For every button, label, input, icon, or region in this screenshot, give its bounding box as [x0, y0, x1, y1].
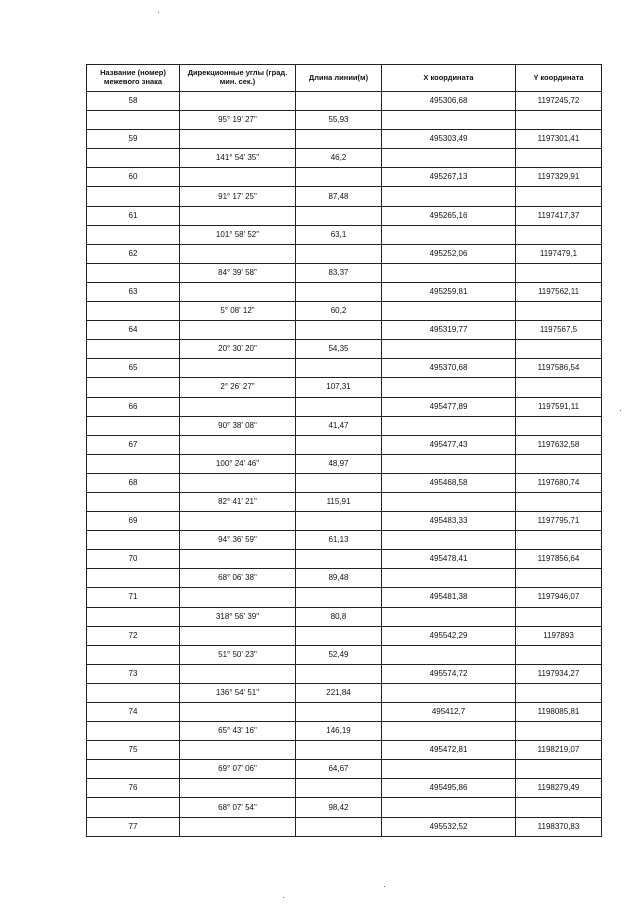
segment-length: 64,67	[296, 760, 382, 779]
empty-cell	[516, 569, 602, 588]
point-x: 495303,49	[382, 130, 516, 149]
empty-cell	[516, 187, 602, 206]
empty-cell	[382, 492, 516, 511]
point-row	[87, 397, 602, 416]
segment-length: 89,48	[296, 569, 382, 588]
point-x: 495477,89	[382, 397, 516, 416]
empty-cell	[382, 263, 516, 282]
empty-cell	[87, 760, 180, 779]
empty-cell	[296, 550, 382, 569]
empty-cell	[382, 531, 516, 550]
point-name: 76	[87, 779, 180, 798]
segment-row	[87, 607, 602, 626]
point-row	[87, 626, 602, 645]
empty-cell	[296, 282, 382, 301]
segment-row	[87, 492, 602, 511]
point-name: 62	[87, 244, 180, 263]
segment-length: 48,97	[296, 454, 382, 473]
point-row	[87, 244, 602, 263]
empty-cell	[382, 149, 516, 168]
empty-cell	[516, 722, 602, 741]
empty-cell	[180, 779, 296, 798]
point-row	[87, 206, 602, 225]
empty-cell	[180, 130, 296, 149]
empty-cell	[516, 149, 602, 168]
segment-length: 221,84	[296, 683, 382, 702]
point-y: 1198219,07	[516, 741, 602, 760]
point-y: 1197567,5	[516, 321, 602, 340]
point-y: 1197301,41	[516, 130, 602, 149]
segment-length: 60,2	[296, 302, 382, 321]
segment-angle: 69° 07' 06"	[180, 760, 296, 779]
point-row	[87, 435, 602, 454]
empty-cell	[180, 664, 296, 683]
segment-angle: 5° 08' 12"	[180, 302, 296, 321]
empty-cell	[180, 741, 296, 760]
point-row	[87, 168, 602, 187]
empty-cell	[382, 187, 516, 206]
segment-angle: 100° 24' 46"	[180, 454, 296, 473]
point-name: 75	[87, 741, 180, 760]
empty-cell	[382, 683, 516, 702]
segment-angle: 136° 54' 51"	[180, 683, 296, 702]
segment-row	[87, 111, 602, 130]
empty-cell	[516, 645, 602, 664]
segment-row	[87, 225, 602, 244]
point-x: 495265,16	[382, 206, 516, 225]
point-y: 1197591,11	[516, 397, 602, 416]
point-name: 77	[87, 817, 180, 836]
empty-cell	[382, 416, 516, 435]
empty-cell	[382, 340, 516, 359]
point-x: 495481,38	[382, 588, 516, 607]
point-name: 73	[87, 664, 180, 683]
empty-cell	[382, 760, 516, 779]
point-y: 1198279,49	[516, 779, 602, 798]
empty-cell	[87, 607, 180, 626]
point-name: 58	[87, 92, 180, 111]
empty-cell	[296, 741, 382, 760]
empty-cell	[180, 168, 296, 187]
segment-angle: 91° 17' 25"	[180, 187, 296, 206]
empty-cell	[516, 454, 602, 473]
segment-row	[87, 454, 602, 473]
point-name: 68	[87, 473, 180, 492]
segment-row	[87, 722, 602, 741]
point-name: 66	[87, 397, 180, 416]
point-row	[87, 779, 602, 798]
point-x: 495252,06	[382, 244, 516, 263]
empty-cell	[87, 302, 180, 321]
header-angle: Дирекционные углы (град. мин. сек.)	[180, 65, 296, 92]
point-row	[87, 550, 602, 569]
point-y: 1198370,83	[516, 817, 602, 836]
segment-row	[87, 569, 602, 588]
empty-cell	[382, 111, 516, 130]
empty-cell	[180, 244, 296, 263]
segment-angle: 101° 58' 52"	[180, 225, 296, 244]
header-row	[87, 65, 602, 92]
segment-length: 46,2	[296, 149, 382, 168]
point-row	[87, 703, 602, 722]
point-row	[87, 282, 602, 301]
empty-cell	[296, 168, 382, 187]
empty-cell	[296, 206, 382, 225]
empty-cell	[296, 397, 382, 416]
point-x: 495412,7	[382, 703, 516, 722]
segment-length: 61,13	[296, 531, 382, 550]
segment-angle: 318° 56' 39"	[180, 607, 296, 626]
empty-cell	[382, 645, 516, 664]
point-name: 61	[87, 206, 180, 225]
segment-row	[87, 416, 602, 435]
empty-cell	[516, 683, 602, 702]
scan-speck	[158, 12, 159, 13]
segment-length: 41,47	[296, 416, 382, 435]
segment-length: 107,31	[296, 378, 382, 397]
empty-cell	[516, 225, 602, 244]
point-row	[87, 92, 602, 111]
empty-cell	[516, 492, 602, 511]
segment-length: 54,35	[296, 340, 382, 359]
point-x: 495574,72	[382, 664, 516, 683]
segment-row	[87, 531, 602, 550]
point-y: 1197856,64	[516, 550, 602, 569]
segment-length: 63,1	[296, 225, 382, 244]
point-row	[87, 473, 602, 492]
empty-cell	[296, 817, 382, 836]
point-row	[87, 321, 602, 340]
point-y: 1197795,71	[516, 512, 602, 531]
segment-row	[87, 263, 602, 282]
point-name: 60	[87, 168, 180, 187]
scan-speck	[384, 886, 385, 887]
boundary-coordinates-table	[86, 64, 602, 837]
segment-row	[87, 302, 602, 321]
empty-cell	[87, 454, 180, 473]
empty-cell	[516, 607, 602, 626]
segment-length: 98,42	[296, 798, 382, 817]
header-name: Название (номер) межевого знака	[87, 65, 180, 92]
point-name: 74	[87, 703, 180, 722]
point-name: 65	[87, 359, 180, 378]
point-y: 1197946,07	[516, 588, 602, 607]
empty-cell	[296, 92, 382, 111]
segment-angle: 68° 06' 38"	[180, 569, 296, 588]
point-x: 495468,58	[382, 473, 516, 492]
segment-row	[87, 340, 602, 359]
point-row	[87, 664, 602, 683]
point-x: 495472,81	[382, 741, 516, 760]
point-x: 495259,81	[382, 282, 516, 301]
empty-cell	[516, 760, 602, 779]
point-y: 1197586,54	[516, 359, 602, 378]
point-y: 1197893	[516, 626, 602, 645]
empty-cell	[87, 569, 180, 588]
empty-cell	[296, 321, 382, 340]
point-y: 1197245,72	[516, 92, 602, 111]
point-name: 64	[87, 321, 180, 340]
empty-cell	[382, 798, 516, 817]
empty-cell	[180, 321, 296, 340]
point-y: 1198085,81	[516, 703, 602, 722]
empty-cell	[382, 607, 516, 626]
empty-cell	[87, 340, 180, 359]
segment-length: 80,8	[296, 607, 382, 626]
segment-length: 52,49	[296, 645, 382, 664]
empty-cell	[296, 588, 382, 607]
point-x: 495532,52	[382, 817, 516, 836]
empty-cell	[180, 817, 296, 836]
point-row	[87, 359, 602, 378]
empty-cell	[180, 206, 296, 225]
empty-cell	[296, 244, 382, 263]
segment-length: 55,93	[296, 111, 382, 130]
empty-cell	[296, 473, 382, 492]
point-name: 69	[87, 512, 180, 531]
segment-angle: 2° 26' 27"	[180, 378, 296, 397]
segment-row	[87, 760, 602, 779]
segment-length: 146,19	[296, 722, 382, 741]
segment-length: 83,37	[296, 263, 382, 282]
empty-cell	[87, 531, 180, 550]
segment-angle: 20° 30' 20"	[180, 340, 296, 359]
point-row	[87, 741, 602, 760]
empty-cell	[180, 435, 296, 454]
empty-cell	[296, 130, 382, 149]
empty-cell	[382, 225, 516, 244]
empty-cell	[87, 187, 180, 206]
empty-cell	[180, 512, 296, 531]
point-x: 495267,13	[382, 168, 516, 187]
empty-cell	[180, 703, 296, 722]
empty-cell	[382, 569, 516, 588]
empty-cell	[180, 397, 296, 416]
point-x: 495478,41	[382, 550, 516, 569]
point-row	[87, 512, 602, 531]
segment-row	[87, 683, 602, 702]
segment-angle: 90° 38' 08"	[180, 416, 296, 435]
header-y: Y координата	[516, 65, 602, 92]
empty-cell	[180, 550, 296, 569]
point-y: 1197680,74	[516, 473, 602, 492]
header-length: Длина линии(м)	[296, 65, 382, 92]
empty-cell	[180, 588, 296, 607]
segment-length: 87,48	[296, 187, 382, 206]
empty-cell	[516, 340, 602, 359]
point-y: 1197329,91	[516, 168, 602, 187]
point-y: 1197479,1	[516, 244, 602, 263]
empty-cell	[296, 435, 382, 454]
empty-cell	[516, 531, 602, 550]
point-x: 495306,68	[382, 92, 516, 111]
empty-cell	[382, 722, 516, 741]
segment-angle: 82° 41' 21"	[180, 492, 296, 511]
segment-angle: 84° 39' 58"	[180, 263, 296, 282]
empty-cell	[180, 282, 296, 301]
scan-speck	[283, 897, 284, 898]
empty-cell	[87, 798, 180, 817]
empty-cell	[382, 302, 516, 321]
empty-cell	[296, 512, 382, 531]
segment-angle: 95° 19' 27"	[180, 111, 296, 130]
point-x: 495319,77	[382, 321, 516, 340]
empty-cell	[87, 149, 180, 168]
point-x: 495542,29	[382, 626, 516, 645]
empty-cell	[296, 779, 382, 798]
segment-angle: 68° 07' 54"	[180, 798, 296, 817]
point-name: 63	[87, 282, 180, 301]
empty-cell	[87, 645, 180, 664]
segment-angle: 141° 54' 35"	[180, 149, 296, 168]
empty-cell	[87, 722, 180, 741]
scan-speck	[620, 410, 621, 411]
segment-angle: 94° 36' 59"	[180, 531, 296, 550]
point-y: 1197632,58	[516, 435, 602, 454]
point-y: 1197562,11	[516, 282, 602, 301]
point-name: 71	[87, 588, 180, 607]
point-name: 72	[87, 626, 180, 645]
point-x: 495370,68	[382, 359, 516, 378]
table-body	[87, 92, 602, 837]
empty-cell	[382, 378, 516, 397]
empty-cell	[180, 473, 296, 492]
header-x: X координата	[382, 65, 516, 92]
segment-row	[87, 378, 602, 397]
segment-length: 115,91	[296, 492, 382, 511]
empty-cell	[87, 111, 180, 130]
point-y: 1197934,27	[516, 664, 602, 683]
empty-cell	[87, 263, 180, 282]
empty-cell	[296, 359, 382, 378]
point-x: 495477,43	[382, 435, 516, 454]
point-x: 495483,33	[382, 512, 516, 531]
empty-cell	[87, 683, 180, 702]
segment-row	[87, 187, 602, 206]
empty-cell	[516, 416, 602, 435]
empty-cell	[296, 664, 382, 683]
empty-cell	[87, 416, 180, 435]
segment-angle: 65° 43' 16"	[180, 722, 296, 741]
empty-cell	[180, 626, 296, 645]
segment-angle: 51° 50' 23"	[180, 645, 296, 664]
empty-cell	[382, 454, 516, 473]
segment-row	[87, 149, 602, 168]
empty-cell	[87, 492, 180, 511]
empty-cell	[516, 378, 602, 397]
point-y: 1197417,37	[516, 206, 602, 225]
point-row	[87, 817, 602, 836]
point-name: 67	[87, 435, 180, 454]
point-x: 495495,86	[382, 779, 516, 798]
empty-cell	[180, 359, 296, 378]
empty-cell	[180, 92, 296, 111]
segment-row	[87, 798, 602, 817]
point-name: 59	[87, 130, 180, 149]
empty-cell	[516, 302, 602, 321]
empty-cell	[87, 225, 180, 244]
point-row	[87, 588, 602, 607]
segment-row	[87, 645, 602, 664]
empty-cell	[296, 626, 382, 645]
point-row	[87, 130, 602, 149]
empty-cell	[516, 798, 602, 817]
empty-cell	[516, 111, 602, 130]
empty-cell	[87, 378, 180, 397]
empty-cell	[516, 263, 602, 282]
point-name: 70	[87, 550, 180, 569]
empty-cell	[296, 703, 382, 722]
